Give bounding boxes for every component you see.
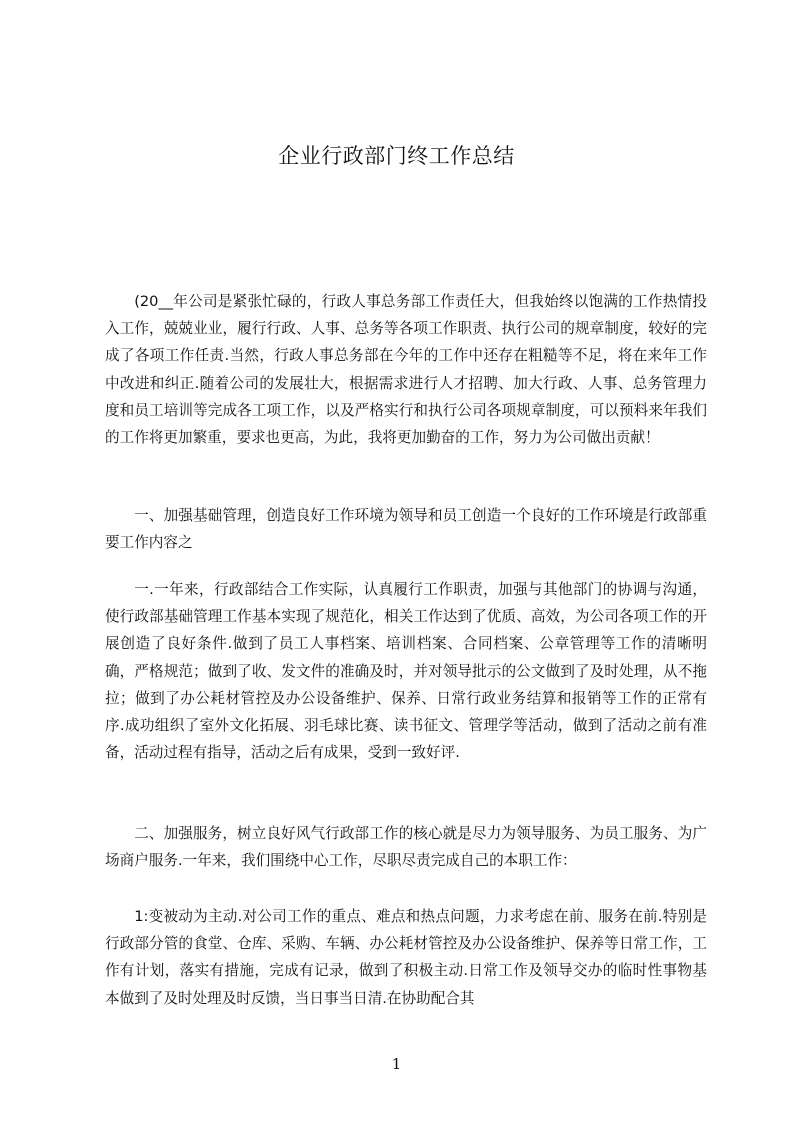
paragraph-section-2-heading: 二、加强服务，树立良好风气行政部工作的核心就是尽力为领导服务、为员工服务、为广场商户服务.一年来，我们围绕中心工作，尽职尽责完成自己的本职工作： bbox=[105, 825, 707, 870]
paragraph-section-1-body: 一.一年来，行政部结合工作实际，认真履行工作职责，加强与其他部门的协调与沟通，使行政部基础管理工作基本实现了规范化，相关工作达到了优质、高效，为公司各项工作的开展创造了良好条件.做到了员工人事档案、培训档案、合同档案、公章管理等工作的清晰明确，严格规范；做到了收、发文件的准确及时，并对领导批示的公文做到了及时处理，从不拖拉；做到了办公耗材管控及办公设备维护、保养、日常行政业务结算和报销等工作的正常有序.成功组织了室外文化拓展、羽毛球比赛、读书征文、管理学等活动，做到了活动之前有准备，活动过程有指导，活动之后有成果，受到一致好评. bbox=[105, 581, 707, 762]
paragraph-section-1-heading: 一、加强基础管理，创造良好工作环境为领导和员工创造一个良好的工作环境是行政部重要工作内容之 bbox=[105, 507, 707, 552]
paragraph-section-2-item-1: 1:变被动为主动.对公司工作的重点、难点和热点问题，力求考虑在前、服务在前.特别是行政部分管的食堂、仓库、采购、车辆、办公耗材管控及办公设备维护、保养等日常工作，工作有计划，落实有措施，完成有记录，做到了积极主动.日常工作及领导交办的临时性事物基本做到了及时处理及时反馈，当日事当日清.在协助配合其 bbox=[105, 908, 707, 1007]
page-number: 1 bbox=[391, 1055, 402, 1073]
paragraph-intro: (20__年公司是紧张忙碌的，行政人事总务部工作责任大，但我始终以饱满的工作热情投入工作，兢兢业业，履行行政、人事、总务等各项工作职责、执行公司的规章制度，较好的完成了各项工作任责.当然，行政人事总务部在今年的工作中还存在粗糙等不足，将在来年工作中改进和纠正.随着公司的发展壮大，根据需求进行人才招聘、加大行政、人事、总务管理力度和员工培训等完成各工项工作，以及严格实行和执行公司各项规章制度，可以预料来年我们的工作将更加繁重，要求也更高，为此，我将更加勤奋的工作，努力为公司做出贡献！ bbox=[105, 293, 707, 447]
document-title: 企业行政部门终工作总结 bbox=[278, 144, 515, 168]
